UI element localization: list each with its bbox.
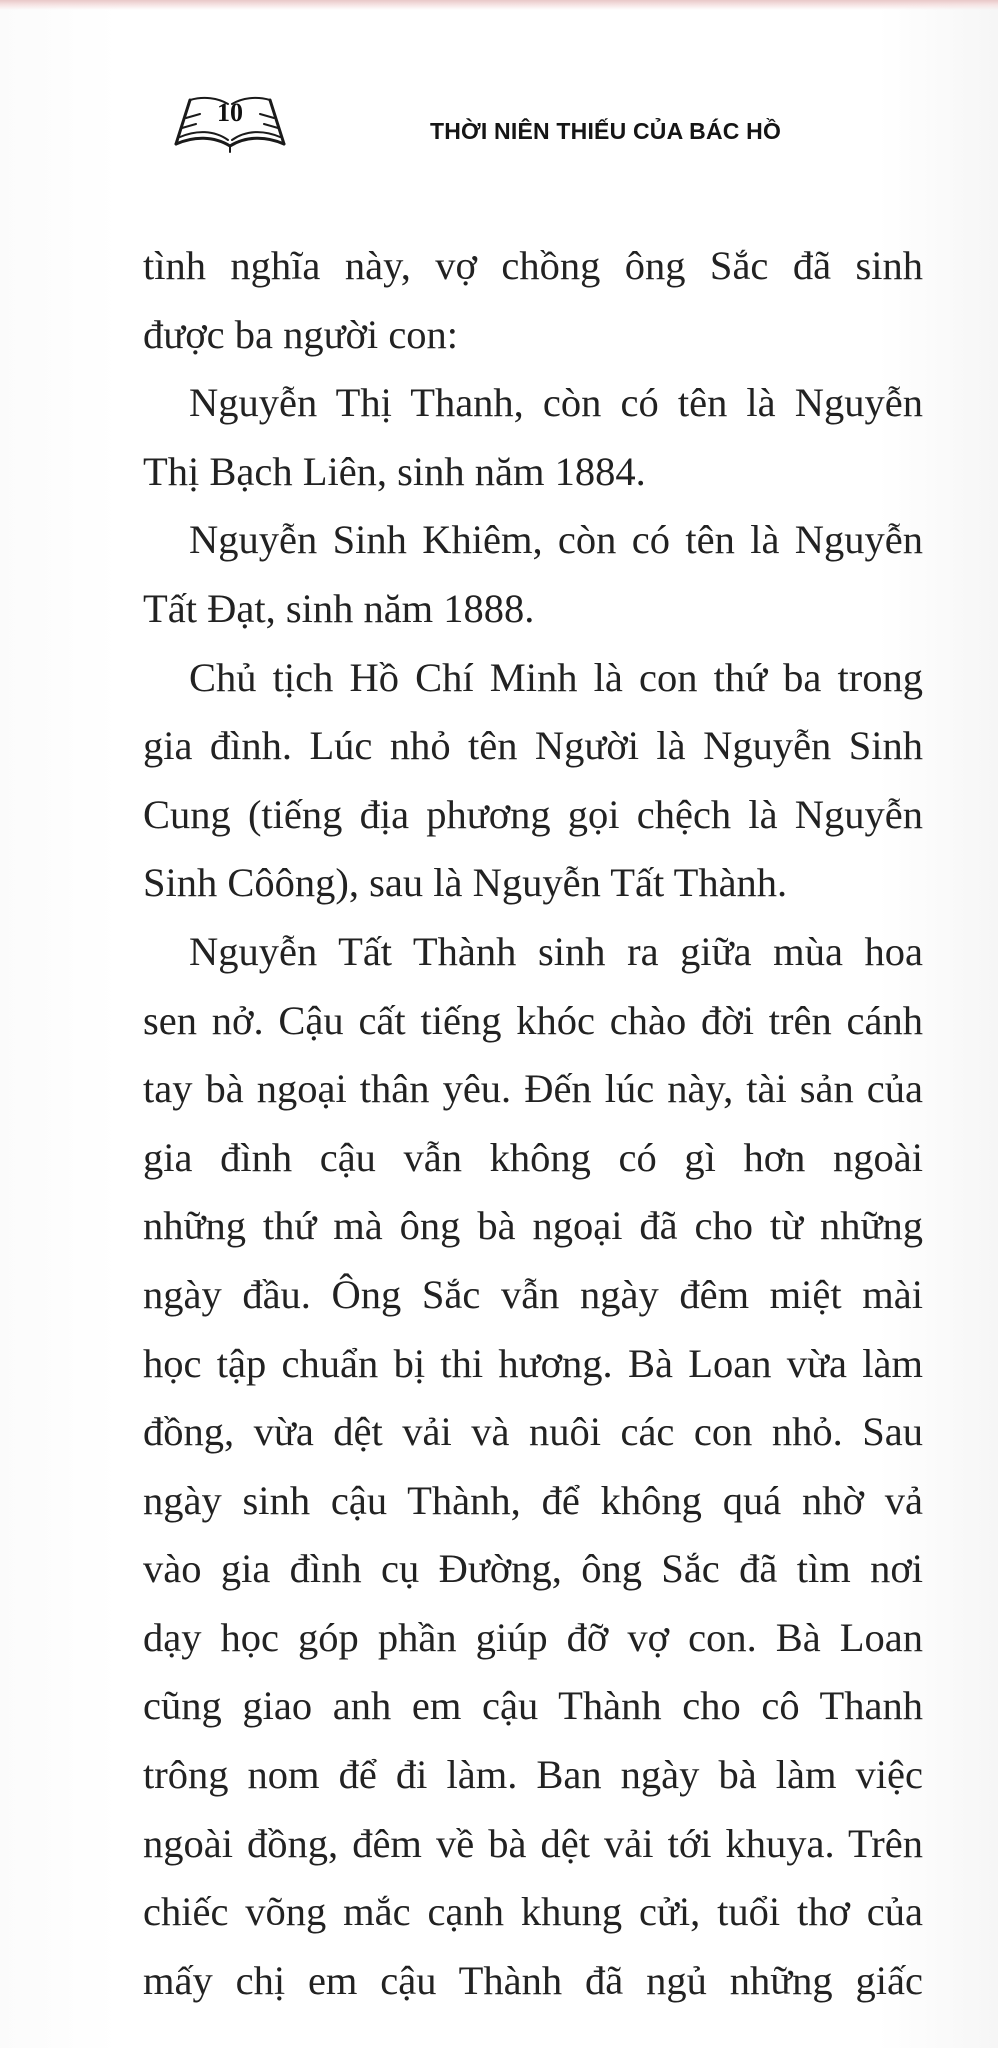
running-title: THỜI NIÊN THIẾU CỦA BÁC HỒ: [430, 118, 782, 144]
text-line: mấy chị em cậu Thành đã ngủ những giấc: [143, 1957, 923, 2003]
text-line: Cung (tiếng địa phương gọi chệch là Nguyễn: [143, 791, 923, 837]
text-line: tình nghĩa này, vợ chồng ông Sắc đã sinh: [143, 243, 923, 288]
text-line: Chủ tịch Hồ Chí Minh là con thứ ba trong: [189, 654, 923, 700]
text-line: những thứ mà ông bà ngoại đã cho từ những: [143, 1203, 923, 1249]
text-line: Thị Bạch Liên, sinh năm 1884.: [143, 448, 646, 494]
text-line: cũng giao anh em cậu Thành cho cô Thanh: [143, 1683, 923, 1729]
text-line: ngày đầu. Ông Sắc vẫn ngày đêm miệt mài: [143, 1271, 923, 1317]
text-line: đồng, vừa dệt vải và nuôi các con nhỏ. Sau: [143, 1409, 923, 1455]
page-top-edge: [0, 0, 998, 10]
text-line: Nguyễn Tất Thành sinh ra giữa mùa hoa: [189, 928, 923, 974]
text-line: học tập chuẩn bị thi hương. Bà Loan vừa làm: [143, 1340, 923, 1386]
text-line: Tất Đạt, sinh năm 1888.: [143, 585, 535, 631]
text-line: gia đình cậu vẫn không có gì hơn ngoài: [143, 1134, 923, 1180]
text-line: được ba người con:: [143, 311, 459, 357]
text-line: ngày sinh cậu Thành, để không quá nhờ vả: [143, 1477, 923, 1523]
text-line: Nguyễn Sinh Khiêm, còn có tên là Nguyễn: [189, 517, 923, 563]
body-text: [143, 232, 923, 2015]
text-line: tay bà ngoại thân yêu. Đến lúc này, tài sản của: [143, 1066, 923, 1112]
text-line: vào gia đình cụ Đường, ông Sắc đã tìm nơi: [143, 1546, 923, 1592]
text-line: trông nom để đi làm. Ban ngày bà làm việc: [143, 1752, 923, 1798]
page-number: 10: [217, 98, 243, 127]
text-line: dạy học góp phần giúp đỡ vợ con. Bà Loan: [143, 1614, 923, 1660]
open-book-icon: [170, 90, 290, 156]
text-line: sen nở. Cậu cất tiếng khóc chào đời trên cánh: [143, 997, 923, 1043]
text-line: Nguyễn Thị Thanh, còn có tên là Nguyễn: [189, 380, 923, 426]
text-line: gia đình. Lúc nhỏ tên Người là Nguyễn Sinh: [143, 723, 923, 769]
page-header: [0, 90, 998, 170]
text-line: ngoài đồng, đêm về bà dệt vải tới khuya. Trên: [143, 1820, 923, 1866]
text-line: chiếc võng mắc cạnh khung cửi, tuổi thơ của: [143, 1889, 923, 1935]
text-line: Sinh Côông), sau là Nguyễn Tất Thành.: [143, 860, 788, 906]
